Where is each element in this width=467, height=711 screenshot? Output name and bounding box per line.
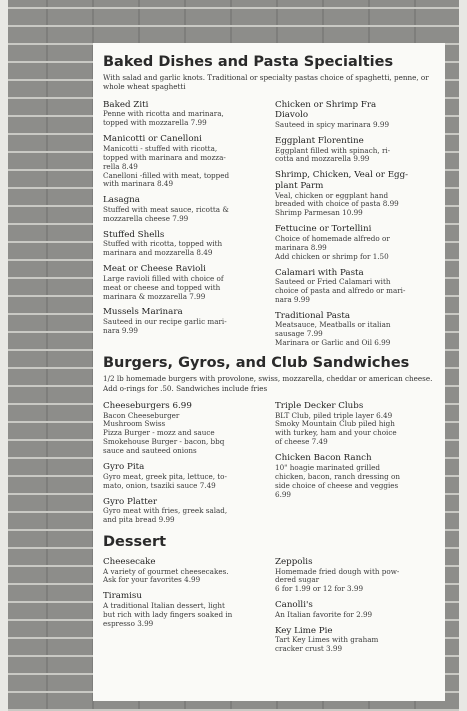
- menu-item: [275, 626, 437, 654]
- item-name: Gyro Pita: [103, 462, 145, 473]
- item-desc: A variety of gourmet cheesecakes. Ask for your favorites 4.99: [103, 566, 229, 585]
- menu-item: [103, 497, 265, 525]
- item-name: Gyro Platter: [103, 496, 158, 507]
- item-name: Cheeseburgers 6.99: [103, 400, 192, 411]
- item-desc: Gyro meat, greek pita, lettuce, to- mato, onion, tsaziki sauce 7.49: [103, 471, 227, 490]
- item-name: Tiramisu: [103, 591, 142, 602]
- section-baked-dishes: [103, 53, 437, 354]
- menu-item: [275, 268, 437, 305]
- menu-item: [103, 230, 265, 258]
- menu-item: [103, 557, 265, 585]
- menu-item: [275, 401, 437, 447]
- item-desc: Penne with ricotta and marinara, topped with mozzarella 7.99: [103, 109, 224, 128]
- item-desc: Sauteed in our recipe garlic mari- nara 9.99: [103, 317, 227, 335]
- item-name: Stuffed Shells: [103, 229, 165, 240]
- item-desc: Manicotti - stuffed with ricotta, topped with marinara and mozza- rella 8.49 Canelloni -filled with meat, topped with marinara 8.49: [103, 143, 230, 189]
- section-title: Dessert: [103, 533, 167, 550]
- section-burgers: [103, 354, 437, 531]
- section-intro: With salad and garlic knots. Traditional or specialty pastas choice of spaghetti, penne, or whole wheat spaghetti: [103, 73, 429, 92]
- item-desc: An Italian favorite for 2.99: [275, 609, 373, 619]
- item-desc: Choice of homemade alfredo or marinara 8.99 Add chicken or shrimp for 1.50: [275, 233, 390, 261]
- menu-item: [103, 195, 265, 223]
- item-name: Manicotti or Canelloni: [103, 134, 202, 145]
- right-column: [275, 401, 437, 531]
- item-desc: Large ravioli filled with choice of meat or cheese and topped with marinara & mozzarella 7.99: [103, 273, 224, 301]
- item-desc: Meatsauce, Meatballs or italian sausage 7.99 Marinara or Garlic and Oil 6.99: [275, 320, 391, 348]
- left-column: [103, 557, 265, 660]
- item-name: Fettucine or Tortellini: [275, 224, 372, 235]
- item-desc: BLT Club, piled triple layer 6.49 Smoky Mountain Club piled high with turkey, ham and your choice of cheese 7.49: [275, 410, 397, 447]
- item-desc: Veal, chicken or eggplant hand breaded with choice of pasta 8.99 Shrimp Parmesan 10.99: [275, 190, 399, 218]
- menu-item: [275, 600, 437, 620]
- item-desc: Eggplant filled with spinach, ri- cotta and mozzarella 9.99: [275, 145, 391, 164]
- item-desc: Gyro meat with fries, greek salad, and pita bread 9.99: [103, 506, 228, 524]
- item-name: Zeppolis: [275, 556, 313, 567]
- item-name: Cheesecake: [103, 556, 156, 567]
- item-name: Canolli's: [275, 600, 313, 611]
- left-column: [103, 100, 265, 354]
- item-name: Lasagna: [103, 195, 140, 206]
- section-title: Burgers, Gyros, and Club Sandwiches: [103, 355, 410, 372]
- item-desc: Tart Key Limes with graham cracker crust 3.99: [275, 635, 379, 654]
- item-name: Baked Ziti: [103, 99, 149, 110]
- section-title: Baked Dishes and Pasta Specialties: [103, 54, 394, 70]
- item-name: Chicken or Shrimp Fra Diavolo: [275, 99, 377, 121]
- menu-item: [275, 136, 437, 164]
- item-name: Chicken Bacon Ranch: [275, 453, 372, 464]
- section-dessert: [103, 533, 437, 660]
- menu-panel: [93, 43, 445, 701]
- item-desc: Sauteed or Fried Calamari with choice of pasta and alfredo or mari- nara 9.99: [275, 277, 406, 304]
- menu-item: [103, 462, 265, 490]
- menu-item: [275, 170, 437, 218]
- menu-item: [275, 557, 437, 594]
- right-column: [275, 557, 437, 660]
- item-name: Triple Decker Clubs: [275, 400, 364, 411]
- item-desc: 10" hoagie marinated grilled chicken, bacon, ranch dressing on side choice of cheese and veggies 6.99: [275, 462, 400, 499]
- item-desc: A traditional Italian dessert, light but rich with lady fingers soaked in espresso 3.99: [103, 600, 233, 628]
- left-column: [103, 401, 265, 531]
- item-name: Calamari with Pasta: [275, 267, 364, 278]
- item-name: Shrimp, Chicken, Veal or Egg- plant Parm: [275, 170, 409, 191]
- item-name: Traditional Pasta: [275, 310, 351, 321]
- menu-item: [103, 264, 265, 301]
- item-desc: Sauteed in spicy marinara 9.99: [275, 120, 390, 129]
- menu-item: [103, 134, 265, 189]
- section-intro: 1/2 lb homemade burgers with provolone, swiss, mozzarella, cheddar or american cheese. Add o-rings for .50. Sandwiches include fries: [103, 374, 433, 393]
- menu-item: [103, 100, 265, 128]
- item-name: Meat or Cheese Ravioli: [103, 264, 206, 275]
- menu-item: [275, 311, 437, 348]
- menu-item: [275, 453, 437, 499]
- menu-item: [103, 307, 265, 335]
- menu-item: [275, 224, 437, 261]
- left-edge: [0, 0, 8, 711]
- item-name: Eggplant Florentine: [275, 135, 364, 146]
- right-edge: [459, 0, 467, 711]
- item-name: Key Lime Pie: [275, 625, 333, 636]
- item-desc: Stuffed with meat sauce, ricotta & mozzarella cheese 7.99: [103, 204, 229, 223]
- item-desc: Homemade fried dough with pow- dered sugar 6 for 1.99 or 12 for 3.99: [275, 566, 400, 594]
- menu-item: [103, 401, 265, 456]
- right-column: [275, 100, 437, 354]
- menu-item: [103, 591, 265, 628]
- item-name: Mussels Marinara: [103, 307, 183, 318]
- menu-item: [275, 100, 437, 130]
- item-desc: Stuffed with ricotta, topped with marinara and mozzarella 8.49: [103, 239, 223, 258]
- item-desc: Bacon Cheeseburger Mushroom Swiss Pizza Burger - mozz and sauce Smokehouse Burger - bacon, bbq sauce and sauteed onions: [103, 410, 225, 456]
